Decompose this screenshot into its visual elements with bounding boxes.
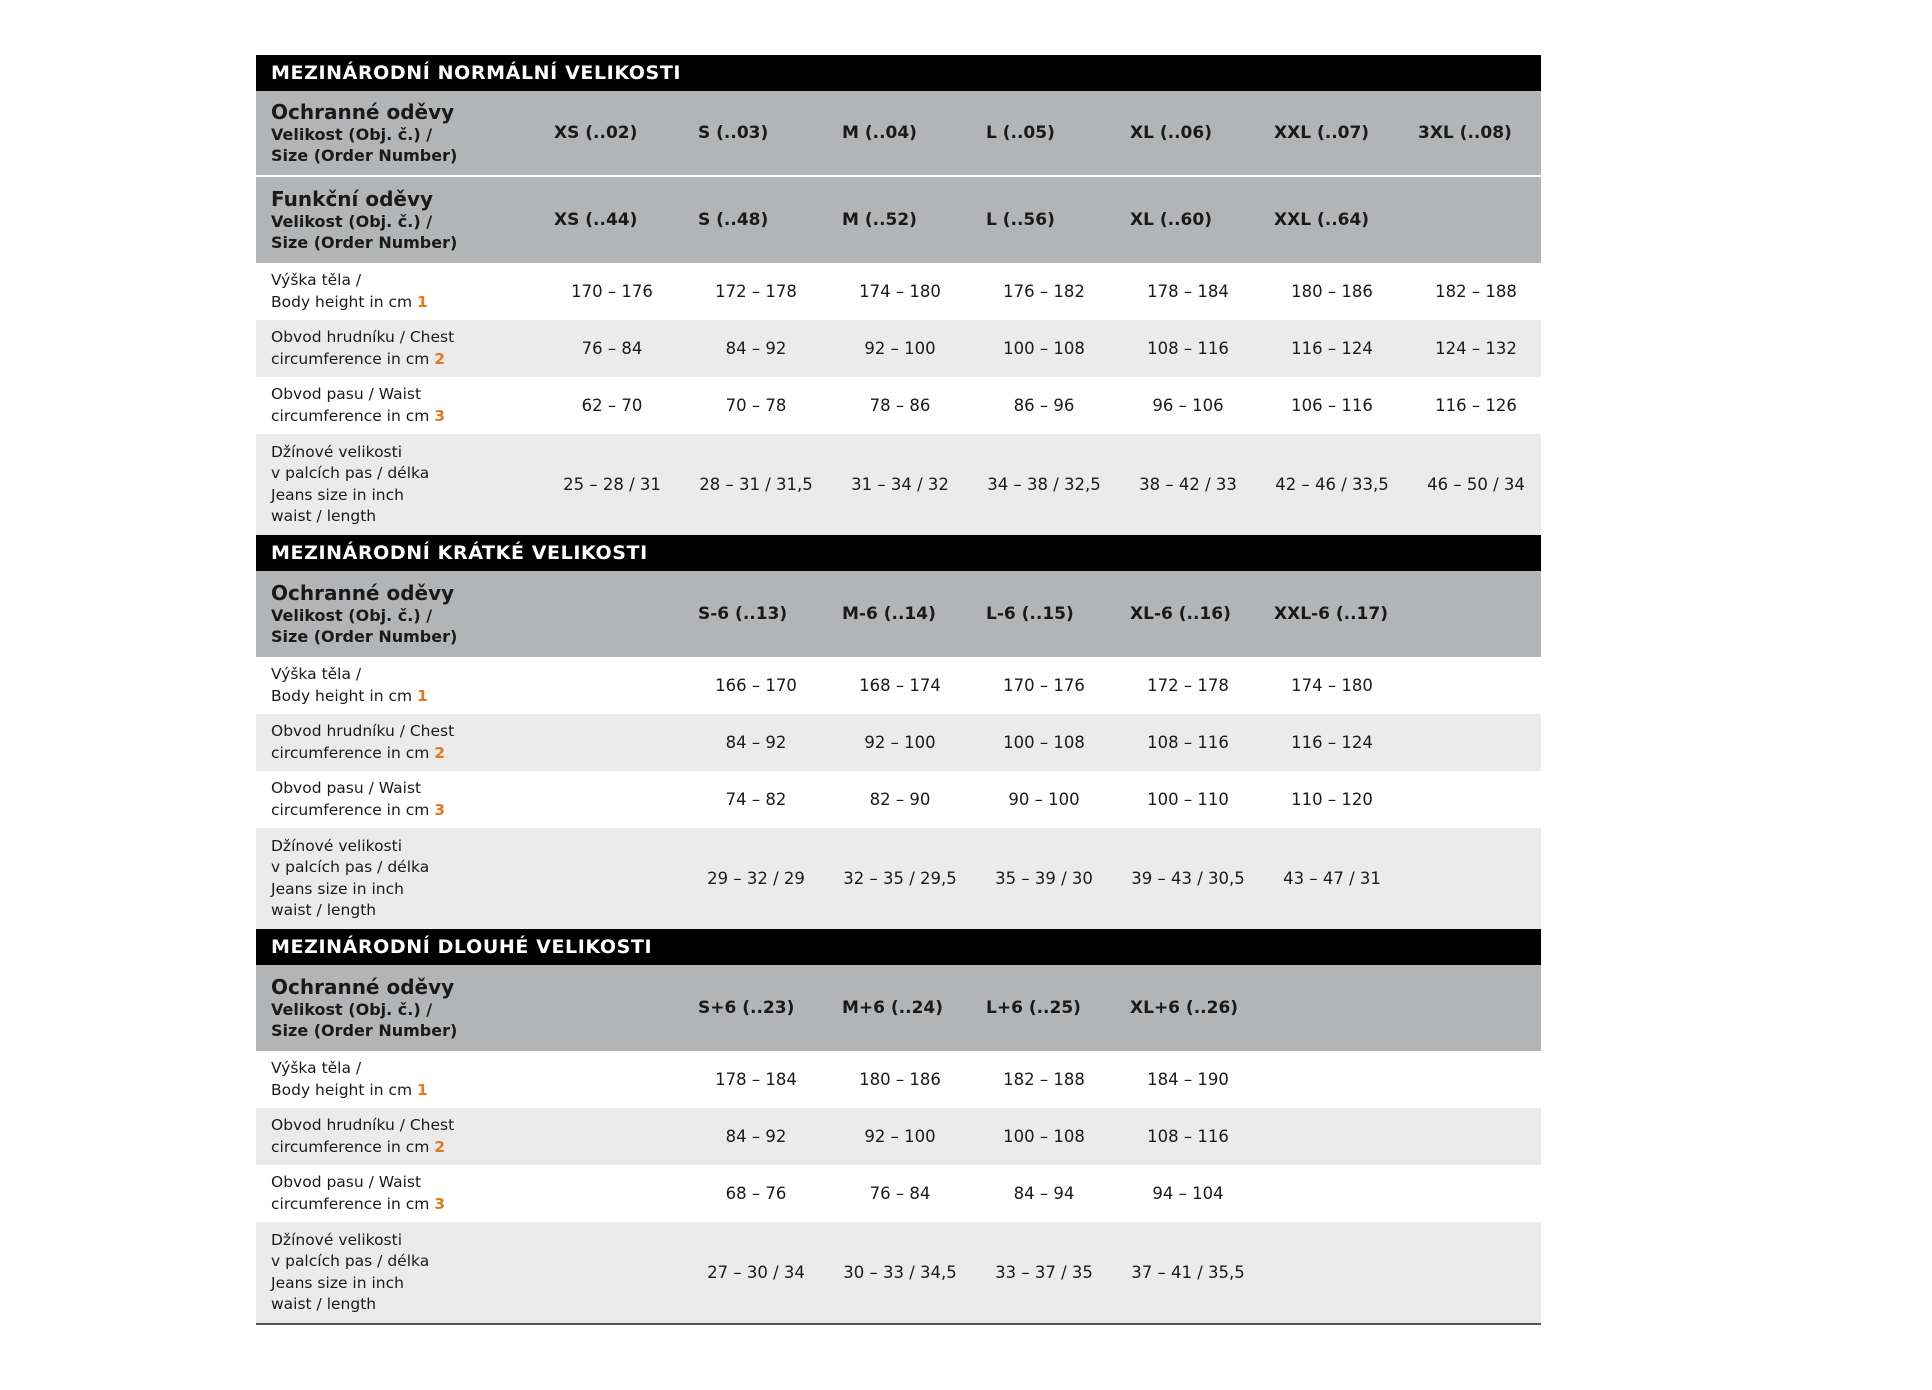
measurement-label-text: Výška těla /: [271, 665, 362, 683]
measurement-label-text: circumference in cm: [271, 406, 430, 425]
measurement-value: 170 – 176: [1003, 676, 1085, 695]
measurement-value: 84 – 92: [725, 733, 787, 752]
size-code: XS (..02): [554, 123, 638, 143]
measurement-value: 100 – 108: [1003, 339, 1085, 358]
measurement-value: 96 – 106: [1152, 396, 1224, 415]
measurement-value: 30 – 33 / 34,5: [843, 1263, 957, 1282]
measurement-row: [256, 771, 1541, 828]
size-code: S+6 (..23): [698, 998, 795, 1018]
measurement-value: 37 – 41 / 35,5: [1131, 1263, 1245, 1282]
measurement-reference-number: 3: [434, 800, 446, 819]
measurement-value: 172 – 178: [1147, 676, 1229, 695]
measurement-reference-number: 3: [434, 406, 446, 425]
measurement-value: 124 – 132: [1435, 339, 1517, 358]
measurement-value: 76 – 84: [869, 1184, 931, 1203]
measurement-label-text: Obvod pasu / Waist: [271, 1173, 422, 1191]
measurement-value: 74 – 82: [725, 790, 787, 809]
measurement-value: 168 – 174: [859, 676, 941, 695]
measurement-value: 76 – 84: [581, 339, 643, 358]
measurement-label-line: [271, 743, 540, 765]
size-code: XXL (..07): [1274, 123, 1370, 143]
size-code: M+6 (..24): [842, 998, 944, 1018]
measurement-label: [256, 664, 540, 707]
measurement-value: 90 – 100: [1008, 790, 1080, 809]
size-order-label: Size (Order Number): [271, 146, 458, 165]
measurement-label: [256, 270, 540, 313]
header-row: [256, 175, 1541, 263]
size-code: S (..03): [698, 123, 769, 143]
size-code: XS (..44): [554, 210, 638, 230]
measurement-label-text: Obvod pasu / Waist: [271, 779, 422, 797]
header-label: [256, 581, 540, 647]
measurement-label-line: [271, 664, 540, 686]
measurement-label-line: [271, 1172, 540, 1194]
measurement-value: 46 – 50 / 34: [1427, 475, 1525, 494]
measurement-value: 38 – 42 / 33: [1139, 475, 1237, 494]
measurement-reference-number: 2: [434, 1137, 446, 1156]
measurement-value: 25 – 28 / 31: [563, 475, 661, 494]
measurement-label-line: [271, 778, 540, 800]
measurement-value: 28 – 31 / 31,5: [699, 475, 813, 494]
size-section: [256, 929, 1541, 1323]
measurement-value: 110 – 120: [1291, 790, 1373, 809]
measurement-reference-number: 1: [417, 686, 428, 705]
measurement-label-text: v palcích pas / délka: [271, 464, 430, 482]
measurement-label: [256, 384, 540, 427]
measurement-label-line: [271, 836, 540, 858]
header-row: [256, 571, 1541, 657]
size-order-label: Size (Order Number): [271, 627, 458, 646]
garment-type-title: Ochranné oděvy: [271, 581, 455, 605]
size-order-label: Velikost (Obj. č.) /: [271, 606, 433, 625]
size-code: XXL (..64): [1274, 210, 1370, 230]
measurement-value: 116 – 126: [1435, 396, 1517, 415]
measurement-label-text: waist / length: [271, 1295, 377, 1313]
measurement-label-line: [271, 1080, 540, 1102]
measurement-label-text: Obvod pasu / Waist: [271, 385, 422, 403]
measurement-reference-number: 1: [417, 292, 428, 311]
measurement-label-text: Body height in cm: [271, 686, 413, 705]
measurement-reference-number: 3: [434, 1194, 446, 1213]
measurement-label-text: waist / length: [271, 901, 377, 919]
measurement-label-line: [271, 270, 540, 292]
header-row: [256, 91, 1541, 175]
measurement-label-line: [271, 1230, 540, 1252]
measurement-label-line: [271, 1273, 540, 1295]
measurement-label-text: circumference in cm: [271, 1194, 430, 1213]
measurement-value: 84 – 94: [1013, 1184, 1075, 1203]
measurement-label-text: Jeans size in inch: [271, 879, 404, 898]
measurement-row: [256, 377, 1541, 434]
measurement-label-text: Džínové velikosti: [271, 1230, 403, 1249]
size-code: XXL-6 (..17): [1274, 604, 1388, 624]
measurement-label-line: [271, 506, 540, 528]
measurement-label-text: v palcích pas / délka: [271, 858, 430, 876]
measurement-value: 42 – 46 / 33,5: [1275, 475, 1389, 494]
measurement-row: [256, 263, 1541, 320]
measurement-value: 43 – 47 / 31: [1283, 869, 1381, 888]
size-code: XL-6 (..16): [1130, 604, 1231, 624]
measurement-value: 82 – 90: [869, 790, 931, 809]
measurement-value: 31 – 34 / 32: [851, 475, 949, 494]
measurement-value: 39 – 43 / 30,5: [1131, 869, 1245, 888]
measurement-value: 108 – 116: [1147, 1127, 1229, 1146]
measurement-label-text: Body height in cm: [271, 292, 413, 311]
measurement-label-line: [271, 1294, 540, 1316]
measurement-label-text: Obvod hrudníku / Chest: [271, 722, 455, 740]
measurement-row: [256, 320, 1541, 377]
measurement-label-text: circumference in cm: [271, 800, 430, 819]
measurement-label: [256, 1230, 540, 1316]
measurement-value: 86 – 96: [1013, 396, 1075, 415]
size-order-label: Size (Order Number): [271, 1021, 458, 1040]
measurement-value: 166 – 170: [715, 676, 797, 695]
section-title: MEZINÁRODNÍ KRÁTKÉ VELIKOSTI: [256, 535, 1541, 571]
measurement-value: 180 – 186: [859, 1070, 941, 1089]
measurement-label: [256, 721, 540, 764]
header-label: [256, 975, 540, 1041]
measurement-value: 180 – 186: [1291, 282, 1373, 301]
size-code: L+6 (..25): [986, 998, 1081, 1018]
garment-type-title: Funkční oděvy: [271, 187, 434, 211]
measurement-label-text: Obvod hrudníku / Chest: [271, 328, 455, 346]
measurement-row: [256, 828, 1541, 929]
measurement-label: [256, 836, 540, 922]
measurement-label-text: Obvod hrudníku / Chest: [271, 1116, 455, 1134]
size-code: S-6 (..13): [698, 604, 788, 624]
measurement-value: 174 – 180: [859, 282, 941, 301]
measurement-label: [256, 327, 540, 370]
garment-type-title: Ochranné oděvy: [271, 100, 455, 124]
size-code: M-6 (..14): [842, 604, 936, 624]
size-code: M (..04): [842, 123, 917, 143]
section-title: MEZINÁRODNÍ DLOUHÉ VELIKOSTI: [256, 929, 1541, 965]
measurement-label-text: circumference in cm: [271, 349, 430, 368]
measurement-label-line: [271, 900, 540, 922]
measurement-value: 32 – 35 / 29,5: [843, 869, 957, 888]
measurement-label: [256, 1115, 540, 1158]
measurement-row: [256, 714, 1541, 771]
size-code: M (..52): [842, 210, 917, 230]
measurement-value: 34 – 38 / 32,5: [987, 475, 1101, 494]
measurement-value: 106 – 116: [1291, 396, 1373, 415]
measurement-label-line: [271, 463, 540, 485]
measurement-value: 92 – 100: [864, 1127, 936, 1146]
measurement-value: 108 – 116: [1147, 733, 1229, 752]
measurement-row: [256, 434, 1541, 535]
measurement-label: [256, 1172, 540, 1215]
measurement-value: 116 – 124: [1291, 733, 1373, 752]
measurement-row: [256, 657, 1541, 714]
measurement-row: [256, 1222, 1541, 1323]
garment-type-title: Ochranné oděvy: [271, 975, 455, 999]
measurement-label-text: circumference in cm: [271, 1137, 430, 1156]
measurement-value: 182 – 188: [1003, 1070, 1085, 1089]
measurement-label-line: [271, 1115, 540, 1137]
measurement-label-text: Džínové velikosti: [271, 442, 403, 461]
measurement-value: 62 – 70: [581, 396, 643, 415]
measurement-label-line: [271, 1251, 540, 1273]
measurement-label-line: [271, 442, 540, 464]
size-section: [256, 535, 1541, 929]
measurement-label-line: [271, 879, 540, 901]
measurement-label-line: [271, 721, 540, 743]
measurement-label-line: [271, 857, 540, 879]
size-code: XL (..60): [1130, 210, 1212, 230]
measurement-label: [256, 1058, 540, 1101]
header-label: [256, 187, 540, 253]
measurement-value: 92 – 100: [864, 733, 936, 752]
measurement-value: 78 – 86: [869, 396, 931, 415]
measurement-label-text: Body height in cm: [271, 1080, 413, 1099]
measurement-label-line: [271, 485, 540, 507]
measurement-label-line: [271, 1137, 540, 1159]
measurement-value: 100 – 108: [1003, 733, 1085, 752]
measurement-value: 172 – 178: [715, 282, 797, 301]
size-order-label: Velikost (Obj. č.) /: [271, 212, 433, 231]
header-row: [256, 965, 1541, 1051]
measurement-row: [256, 1108, 1541, 1165]
size-code: 3XL (..08): [1418, 123, 1512, 143]
measurement-label-line: [271, 292, 540, 314]
measurement-value: 178 – 184: [715, 1070, 797, 1089]
measurement-value: 178 – 184: [1147, 282, 1229, 301]
header-label: [256, 100, 540, 166]
size-code: XL+6 (..26): [1130, 998, 1239, 1018]
measurement-label-line: [271, 406, 540, 428]
measurement-label-text: Jeans size in inch: [271, 1273, 404, 1292]
measurement-value: 182 – 188: [1435, 282, 1517, 301]
measurement-label-text: v palcích pas / délka: [271, 1252, 430, 1270]
measurement-label-line: [271, 384, 540, 406]
size-order-label: Velikost (Obj. č.) /: [271, 1000, 433, 1019]
size-order-label: Size (Order Number): [271, 233, 458, 252]
size-code: L (..56): [986, 210, 1055, 230]
measurement-value: 170 – 176: [571, 282, 653, 301]
measurement-value: 68 – 76: [725, 1184, 787, 1203]
measurement-label-text: circumference in cm: [271, 743, 430, 762]
measurement-value: 84 – 92: [725, 339, 787, 358]
measurement-label-line: [271, 686, 540, 708]
measurement-value: 100 – 108: [1003, 1127, 1085, 1146]
measurement-reference-number: 2: [434, 743, 446, 762]
measurement-value: 70 – 78: [725, 396, 787, 415]
measurement-label-line: [271, 349, 540, 371]
size-code: XL (..06): [1130, 123, 1212, 143]
measurement-value: 174 – 180: [1291, 676, 1373, 695]
measurement-value: 100 – 110: [1147, 790, 1229, 809]
measurement-value: 108 – 116: [1147, 339, 1229, 358]
measurement-label-text: Džínové velikosti: [271, 836, 403, 855]
measurement-label-line: [271, 1194, 540, 1216]
size-section: [256, 55, 1541, 535]
measurement-value: 29 – 32 / 29: [707, 869, 805, 888]
size-order-label: Velikost (Obj. č.) /: [271, 125, 433, 144]
measurement-label-line: [271, 327, 540, 349]
measurement-label-text: Výška těla /: [271, 271, 362, 289]
measurement-label: [256, 442, 540, 528]
measurement-label-text: Jeans size in inch: [271, 485, 404, 504]
measurement-value: 176 – 182: [1003, 282, 1085, 301]
measurement-reference-number: 2: [434, 349, 446, 368]
measurement-label-line: [271, 800, 540, 822]
measurement-value: 116 – 124: [1291, 339, 1373, 358]
measurement-value: 84 – 92: [725, 1127, 787, 1146]
measurement-label-text: waist / length: [271, 507, 377, 525]
measurement-value: 94 – 104: [1152, 1184, 1224, 1203]
measurement-row: [256, 1165, 1541, 1222]
measurement-label-text: Výška těla /: [271, 1059, 362, 1077]
measurement-value: 92 – 100: [864, 339, 936, 358]
measurement-value: 184 – 190: [1147, 1070, 1229, 1089]
section-title: MEZINÁRODNÍ NORMÁLNÍ VELIKOSTI: [256, 55, 1541, 91]
size-code: L-6 (..15): [986, 604, 1074, 624]
measurement-label: [256, 778, 540, 821]
measurement-value: 33 – 37 / 35: [995, 1263, 1093, 1282]
measurement-value: 27 – 30 / 34: [707, 1263, 805, 1282]
measurement-row: [256, 1051, 1541, 1108]
size-chart-table: [256, 55, 1541, 1325]
size-code: S (..48): [698, 210, 769, 230]
measurement-value: 35 – 39 / 30: [995, 869, 1093, 888]
size-code: L (..05): [986, 123, 1055, 143]
measurement-reference-number: 1: [417, 1080, 428, 1099]
measurement-label-line: [271, 1058, 540, 1080]
